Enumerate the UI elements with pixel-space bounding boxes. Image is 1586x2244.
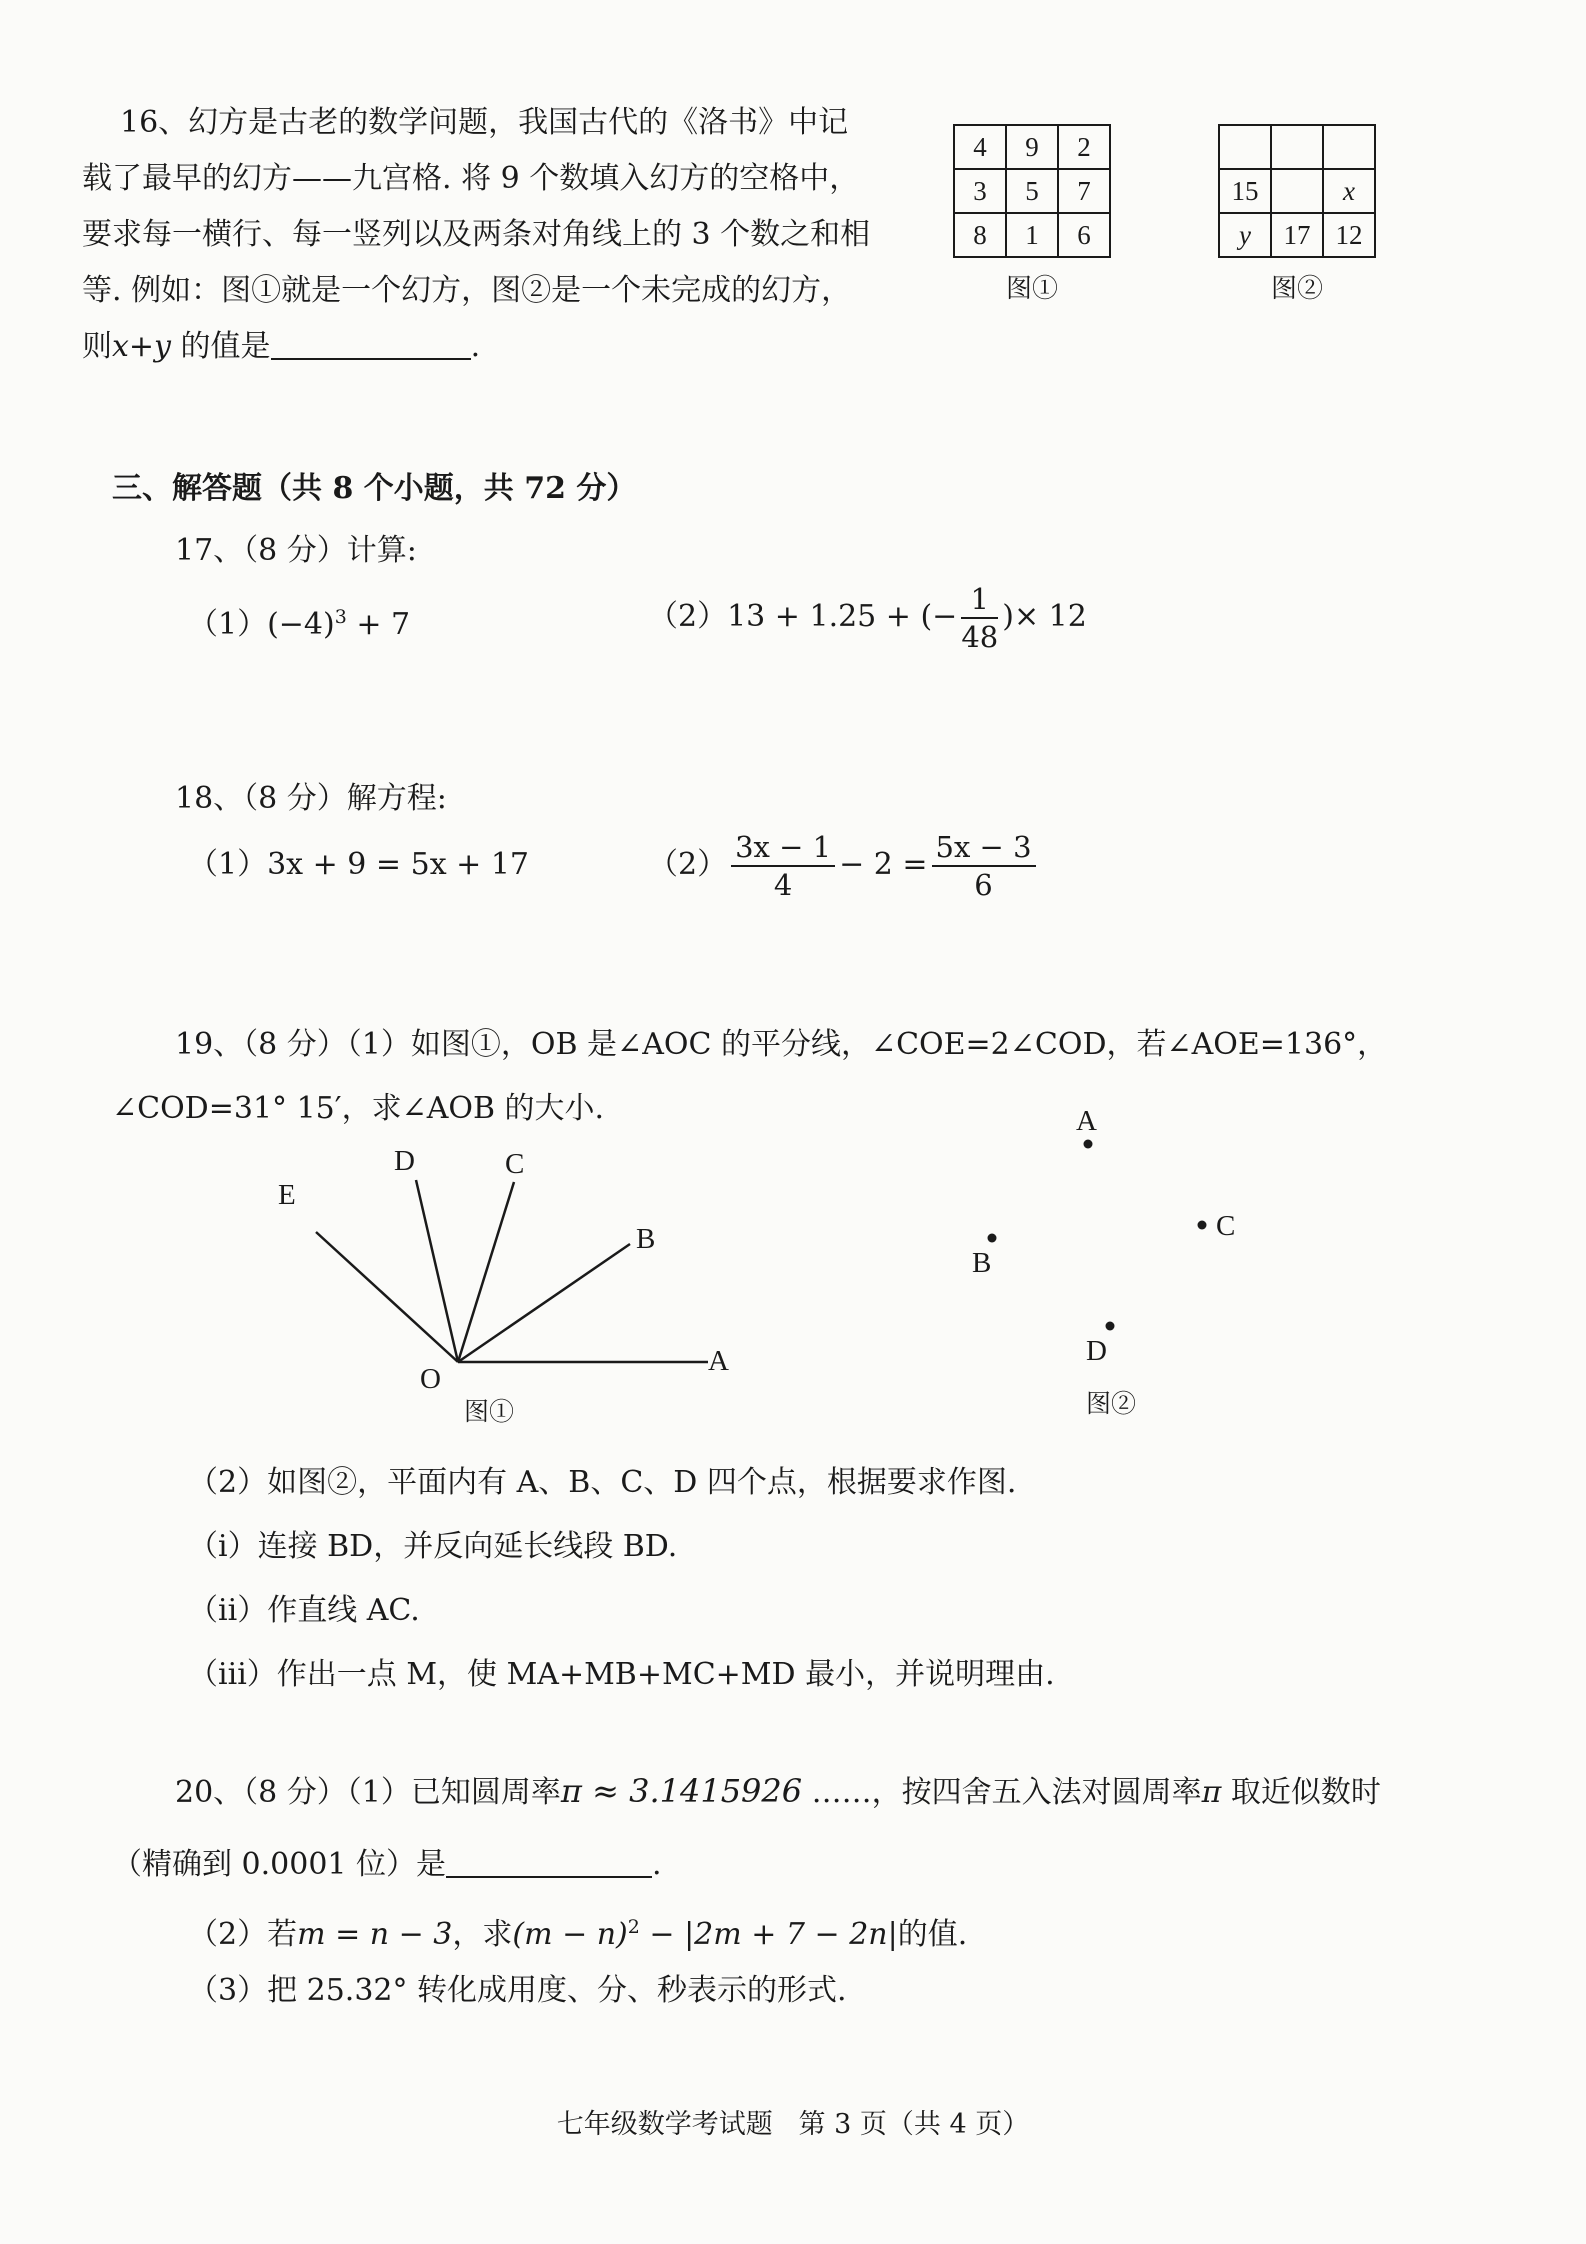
fig2-caption-q19: 图② bbox=[1086, 1389, 1137, 1418]
q16-suffix: 的值是 bbox=[171, 329, 271, 364]
q18-part-2 bbox=[648, 828, 1040, 903]
cell: 8 bbox=[954, 213, 1006, 257]
cell: 2 bbox=[1058, 125, 1110, 169]
fig1-caption: 图① bbox=[1005, 274, 1058, 304]
q19-line-2: ∠COD=31° 15′，求∠AOB 的大小. bbox=[112, 1091, 605, 1126]
q18-fraction-1 bbox=[731, 829, 835, 903]
cell: 7 bbox=[1058, 169, 1110, 213]
point-C bbox=[1198, 1221, 1207, 1230]
q17-fraction bbox=[961, 581, 998, 655]
q18-part-1 bbox=[188, 842, 529, 888]
q20-p2-a: （2）若 bbox=[188, 1917, 298, 1952]
point-D bbox=[1106, 1322, 1115, 1331]
ray-OB bbox=[458, 1244, 630, 1362]
q17-p2-pre: 13 + 1.25 + (− bbox=[727, 599, 958, 634]
cell: 9 bbox=[1006, 125, 1058, 169]
cell bbox=[1323, 125, 1375, 169]
fig1-caption-q19: 图① bbox=[464, 1397, 515, 1426]
question-16 bbox=[82, 100, 942, 370]
cell: 5 bbox=[1006, 169, 1058, 213]
q20-p2-math2a: (m − n) bbox=[512, 1917, 628, 1952]
q16-line-4: 等. 例如：图①就是一个幻方，图②是一个未完成的幻方， bbox=[82, 273, 852, 308]
q16-answer-blank[interactable] bbox=[271, 328, 471, 360]
ray-OD bbox=[416, 1180, 458, 1362]
q20-l1-c: 取近似数时 bbox=[1221, 1775, 1381, 1810]
q17-p1-label: （1） bbox=[188, 607, 268, 642]
q17-p1-exp: 3 bbox=[334, 606, 347, 628]
q17-p1-base: (−4) bbox=[267, 607, 335, 642]
point-label-C: C bbox=[1216, 1210, 1236, 1242]
q19-part-ii: （ii）作直线 AC. bbox=[188, 1593, 420, 1628]
cell: 17 bbox=[1271, 213, 1323, 257]
point-label-B: B bbox=[972, 1247, 992, 1279]
label-C: C bbox=[505, 1148, 525, 1180]
q20-l2-end: . bbox=[652, 1847, 662, 1882]
q18-fraction-2 bbox=[932, 829, 1036, 903]
q16-line-3: 要求每一横行、每一竖列以及两条对角线上的 3 个数之和相 bbox=[82, 217, 871, 252]
cell bbox=[1219, 125, 1271, 169]
q20-answer-blank[interactable] bbox=[446, 1846, 652, 1878]
magic-square-fig2 bbox=[1218, 124, 1376, 305]
q19-part-2: （2）如图②，平面内有 A、B、C、D 四个点，根据要求作图. bbox=[188, 1465, 1017, 1500]
magic-square-2-table bbox=[1218, 124, 1376, 258]
cell-x: x bbox=[1323, 169, 1375, 213]
q18-p1-label: （1） bbox=[188, 847, 268, 882]
q18-f2-num: 5x − 3 bbox=[932, 829, 1036, 867]
label-D: D bbox=[394, 1145, 415, 1177]
cell: 15 bbox=[1219, 169, 1271, 213]
label-E: E bbox=[278, 1179, 296, 1211]
q17-p2-label: （2） bbox=[648, 599, 728, 634]
page-footer: 七年级数学考试题 第 3 页（共 4 页） bbox=[556, 2109, 1030, 2140]
point-label-D: D bbox=[1086, 1335, 1107, 1367]
q16-line-5 bbox=[82, 324, 942, 370]
q18-p1-expr: 3x + 9 = 5x + 17 bbox=[267, 847, 529, 882]
q20-p2-exp: 2 bbox=[627, 1916, 640, 1938]
q16-math: x+y bbox=[112, 329, 172, 364]
q20-l1-b: ……，按四舍五入法对圆周率 bbox=[802, 1775, 1202, 1810]
cell: 12 bbox=[1323, 213, 1375, 257]
q20-p2-c: 的值. bbox=[897, 1917, 968, 1952]
magic-square-1-table bbox=[953, 124, 1111, 258]
q17-title: 17、（8 分）计算: bbox=[175, 533, 417, 568]
point-B bbox=[988, 1234, 997, 1243]
q20-p2-math2b: − |2m + 7 − 2n| bbox=[639, 1917, 898, 1952]
q20-p2-math: m = n − 3 bbox=[297, 1917, 453, 1952]
q17-part-2 bbox=[648, 580, 1087, 655]
q18-p2-label: （2） bbox=[648, 847, 728, 882]
q20-line-1 bbox=[175, 1768, 1381, 1816]
q17-frac-num: 1 bbox=[961, 581, 998, 619]
q20-l1-a: 20、（8 分）（1）已知圆周率 bbox=[175, 1775, 561, 1810]
q18-f1-den: 4 bbox=[773, 868, 793, 902]
q20-l2-text: （精确到 0.0001 位）是 bbox=[112, 1847, 447, 1882]
ray-OE bbox=[316, 1232, 458, 1362]
q16-line-1: 16、幻方是古老的数学问题，我国古代的《洛书》中记 bbox=[120, 105, 849, 140]
point-label-A: A bbox=[1076, 1105, 1097, 1137]
magic-square-fig1 bbox=[953, 124, 1111, 305]
q20-p2-b: ，求 bbox=[452, 1917, 513, 1952]
q20-part-2 bbox=[188, 1904, 967, 1958]
fig2-caption: 图② bbox=[1270, 274, 1323, 304]
label-B: B bbox=[636, 1223, 656, 1255]
cell: 3 bbox=[954, 169, 1006, 213]
points-figure-2 bbox=[950, 1100, 1280, 1430]
q20-line-2 bbox=[112, 1842, 662, 1888]
q18-mid: − 2 = bbox=[839, 847, 928, 882]
q19-part-iii: （iii）作出一点 M，使 MA+MB+MC+MD 最小，并说明理由. bbox=[188, 1657, 1055, 1692]
q19-part-i: （i）连接 BD，并反向延长线段 BD. bbox=[188, 1529, 678, 1564]
q16-line-2: 载了最早的幻方——九宫格. 将 9 个数填入幻方的空格中， bbox=[82, 161, 860, 196]
label-A: A bbox=[708, 1345, 729, 1377]
cell: 4 bbox=[954, 125, 1006, 169]
cell bbox=[1271, 125, 1323, 169]
cell bbox=[1271, 169, 1323, 213]
q20-pi-approx: π ≈ 3.1415926 bbox=[560, 1772, 803, 1810]
ray-OC bbox=[458, 1182, 514, 1362]
cell: 1 bbox=[1006, 213, 1058, 257]
cell: 6 bbox=[1058, 213, 1110, 257]
q16-prefix: 则 bbox=[82, 329, 112, 364]
angle-figure-1 bbox=[260, 1140, 780, 1440]
q16-end: . bbox=[470, 329, 481, 364]
q20-pi: π bbox=[1201, 1775, 1222, 1810]
q17-part-1 bbox=[188, 594, 410, 648]
q17-p1-rest: + 7 bbox=[346, 607, 411, 642]
q20-part-3: （3）把 25.32° 转化成用度、分、秒表示的形式. bbox=[188, 1973, 847, 2008]
q18-f1-num: 3x − 1 bbox=[731, 829, 835, 867]
q18-f2-den: 6 bbox=[974, 868, 993, 902]
section-3-title: 三、解答题（共 8 个小题，共 72 分） bbox=[112, 471, 637, 506]
q19-line-1: 19、（8 分）（1）如图①，OB 是∠AOC 的平分线，∠COE=2∠COD，若∠AOE=136°， bbox=[175, 1027, 1388, 1062]
cell-y: y bbox=[1219, 213, 1271, 257]
point-A bbox=[1084, 1140, 1093, 1149]
q17-p2-post: )× 12 bbox=[1002, 599, 1087, 634]
q18-title: 18、（8 分）解方程: bbox=[175, 781, 447, 816]
label-O: O bbox=[420, 1363, 441, 1395]
q17-frac-den: 48 bbox=[961, 620, 999, 654]
